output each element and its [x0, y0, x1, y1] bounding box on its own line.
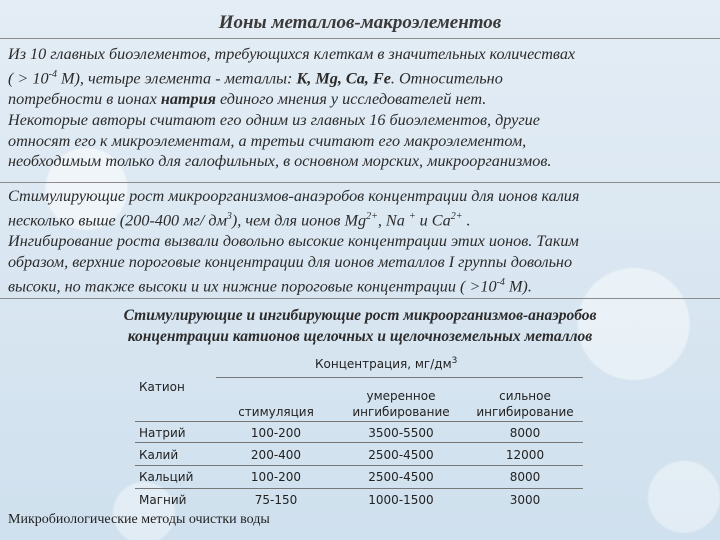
para2-line-1: Стимулирующие рост микроорганизмов-анаэробов концентрации для ионов калия — [8, 187, 580, 205]
para1-line-6: необходимым только для галофильных, в основном морских, микроорганизмов. — [8, 152, 552, 171]
para1-line-5: относят его к микроэлементам, а третьи считают его макроэлементом, — [8, 131, 527, 150]
row-rule — [135, 465, 583, 466]
header-moderate-l2: ингибирование — [352, 405, 450, 419]
para2-line-2-b: ), чем для ионов Mg — [231, 211, 367, 230]
table-cell-stim: 200-400 — [250, 448, 302, 462]
table-row-cation: Кальций — [139, 470, 194, 484]
para1-line-2-bold: K, Mg, Ca, Fe — [296, 69, 391, 88]
concentration-rule — [216, 377, 583, 378]
divider-2 — [0, 298, 720, 299]
header-strong-inhibition — [466, 388, 584, 420]
para2-line-5 — [8, 273, 712, 297]
concentration-header-text: Концентрация, мг/дм — [315, 357, 452, 371]
para1-line-2-c: . Относительно — [390, 69, 503, 88]
para1-line-3-a: потребности в ионах — [8, 89, 161, 108]
table-cell-stim: 100-200 — [250, 426, 302, 440]
para1-line-2-a: ( > 10 — [8, 69, 49, 88]
table-row-cation: Калий — [139, 448, 179, 462]
table-cell-strong: 12000 — [505, 448, 545, 462]
table-caption-line-1: Стимулирующие и ингибирующие рост микроорганизмов-анаэробов — [123, 307, 597, 324]
header-strong-l1: сильное — [499, 389, 551, 403]
para2-sup-2: 2+ — [366, 210, 378, 222]
paragraph-1 — [8, 44, 712, 172]
para1-line-1 — [8, 44, 712, 65]
footer-caption: Микробиологические методы очистки воды — [8, 512, 270, 527]
para2-line-5-b: М). — [504, 276, 532, 295]
para2-sup-3: + — [408, 210, 416, 222]
table-cell-strong: 8000 — [509, 426, 541, 440]
table-cell-moderate: 2500-4500 — [368, 470, 434, 484]
para2-sup-4: 2+ — [450, 210, 463, 222]
header-strong-l2: ингибирование — [476, 405, 574, 419]
para2-line-5-a: высоки, но также высоки и их нижние пороговые концентрации ( >10 — [8, 276, 497, 295]
table-row-cation: Магний — [139, 493, 187, 507]
header-moderate-l1: умеренное — [366, 389, 436, 403]
slide-title: Ионы металлов-макроэлементов — [218, 12, 502, 33]
concentration-header-sup: 3 — [451, 356, 458, 366]
row-rule — [135, 488, 583, 489]
table-cell-moderate: 3500-5500 — [368, 426, 434, 440]
title-rule — [0, 38, 720, 39]
para1-line-2-sup: -4 — [48, 68, 57, 80]
table-cell-stim: 75-150 — [254, 493, 298, 507]
table-cell-strong: 3000 — [509, 493, 541, 507]
para1-line-3-bold: натрия — [160, 89, 216, 108]
row-rule — [135, 421, 583, 422]
para2-line-2 — [8, 207, 712, 231]
table-caption-line-2: концентрации катионов щелочных и щелочноземельных металлов — [127, 328, 593, 345]
para1-line-3 — [8, 89, 712, 110]
table-row-cation: Натрий — [139, 426, 186, 440]
table-cell-strong: 8000 — [509, 470, 541, 484]
para2-line-2-d: и Ca — [415, 211, 451, 230]
table-cell-moderate: 2500-4500 — [368, 448, 434, 462]
table-cell-stim: 100-200 — [250, 470, 302, 484]
cation-header: Катион — [139, 380, 185, 394]
para1-line-2 — [8, 65, 712, 89]
para2-line-5-sup: -4 — [496, 276, 505, 288]
header-stimulation: стимуляция — [238, 405, 314, 419]
table-cell-moderate: 1000-1500 — [368, 493, 434, 507]
para2-line-2-c: , Na — [377, 211, 409, 230]
para2-sup-1: 3 — [226, 210, 232, 222]
para2-line-4: образом, верхние пороговые концентрации для ионов металлов I группы довольно — [8, 252, 573, 271]
para1-line-2-b: М), четыре элемента - металлы: — [56, 69, 297, 88]
para1-line-4: Некоторые авторы считают его одним из главных 16 биоэлементов, другие — [8, 110, 540, 129]
paragraph-2 — [8, 186, 712, 297]
para1-line-3-b: единого мнения у исследователей нет. — [215, 89, 487, 108]
divider-1 — [0, 182, 720, 183]
row-rule — [135, 442, 583, 443]
para2-line-2-a: несколько выше (200-400 мг/ дм — [8, 211, 227, 230]
concentration-header — [315, 356, 457, 371]
header-moderate-inhibition — [340, 388, 462, 420]
para2-line-2-e: . — [462, 211, 471, 230]
para1-line-1-text: Из 10 главных биоэлементов, требующихся клеткам в значительных количествах — [8, 45, 576, 63]
para2-line-3: Ингибирование роста вызвали довольно высокие концентрации этих ионов. Таким — [8, 231, 579, 250]
table-caption — [0, 305, 720, 347]
